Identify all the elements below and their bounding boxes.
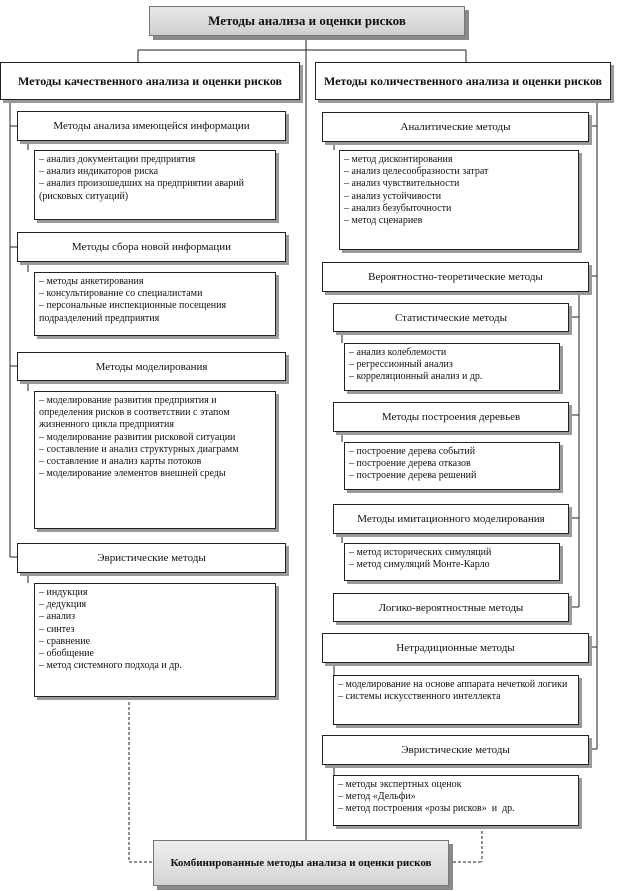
list-item: – обобщение — [39, 648, 94, 660]
list-item: – анализ колеблемости — [349, 347, 447, 358]
list-item: – сравнение — [39, 635, 91, 647]
list-item: – составление и анализ структурных диаграмм — [39, 443, 239, 455]
heuristic-methods-left-list — [34, 583, 276, 697]
list-item: – моделирование развития предприятия и определения рисков в соответствии с этапом жизненного цикла предприятия — [39, 395, 233, 431]
list-item: – анализ целесообразности затрат — [344, 166, 489, 178]
list-item: – метод системного подхода и др. — [39, 660, 182, 672]
list-item: – методы анкетирования — [39, 276, 144, 287]
list-item: – анализ — [39, 611, 76, 623]
list-item: – метод дисконтирования — [344, 154, 453, 165]
tree-building-methods-list — [344, 442, 560, 490]
new-info-collection-methods: Методы сбора новой информации — [17, 232, 286, 262]
list-item: – метод симуляций Монте-Карло — [349, 559, 490, 571]
new-info-collection-list — [34, 272, 276, 336]
list-item: – составление и анализ карты потоков — [39, 456, 202, 468]
list-item: – анализ произошедших на предприятии аварий (рисковых ситуаций) — [39, 178, 247, 202]
qualitative-methods-header: Методы качественного анализа и оценки рисков — [0, 62, 300, 100]
list-item: – синтез — [39, 623, 75, 635]
list-item: – метод «Дельфи» — [338, 791, 416, 803]
list-item: – корреляционный анализ и др. — [349, 371, 483, 383]
heuristic-methods-left: Эвристические методы — [17, 543, 286, 573]
heuristic-methods-right-list — [333, 775, 579, 826]
list-item: – консультирование со специалистами — [39, 288, 203, 300]
probabilistic-methods: Вероятностно-теоретические методы — [322, 262, 589, 292]
nontraditional-methods-list — [333, 675, 579, 725]
statistical-methods-list — [344, 343, 560, 391]
tree-building-methods: Методы построения деревьев — [333, 402, 569, 432]
logic-probabilistic-methods: Логико-вероятностные методы — [333, 593, 569, 622]
list-item: – моделирование элементов внешней среды — [39, 468, 226, 480]
list-item: – анализ индикаторов риска — [39, 166, 159, 178]
modeling-methods-list — [34, 391, 276, 529]
list-item: – построение дерева событий — [349, 446, 476, 457]
list-item: – анализ безубыточности — [344, 202, 452, 214]
list-item: – метод исторических симуляций — [349, 547, 492, 558]
analytic-methods: Аналитические методы — [322, 112, 589, 142]
list-item: – моделирование на основе аппарата нечеткой логики — [338, 679, 568, 690]
modeling-methods: Методы моделирования — [17, 352, 286, 381]
list-item: – системы искусственного интеллекта — [338, 691, 501, 703]
quantitative-methods-header: Методы количественного анализа и оценки рисков — [315, 62, 611, 100]
statistical-methods: Статистические методы — [333, 303, 569, 332]
simulation-methods-list — [344, 543, 560, 581]
existing-info-analysis-methods: Методы анализа имеющейся информации — [17, 111, 286, 141]
list-item: – анализ устойчивости — [344, 190, 442, 202]
list-item: – анализ документации предприятия — [39, 154, 196, 165]
list-item: – регрессионный анализ — [349, 359, 453, 371]
list-item: – моделирование развития рисковой ситуации — [39, 431, 236, 443]
list-item: – анализ чувствительности — [344, 178, 460, 190]
list-item: – дедукция — [39, 599, 87, 611]
list-item: – метод сценариев — [344, 215, 423, 227]
heuristic-methods-right: Эвристические методы — [322, 735, 589, 765]
nontraditional-methods: Нетрадиционные методы — [322, 633, 589, 663]
existing-info-analysis-list — [34, 150, 276, 220]
analytic-methods-list — [339, 150, 579, 250]
list-item: – индукция — [39, 587, 88, 598]
diagram-title: Методы анализа и оценки рисков — [149, 6, 465, 36]
list-item: – методы экспертных оценок — [338, 779, 462, 790]
list-item: – построение дерева решений — [349, 470, 477, 482]
simulation-methods: Методы имитационного моделирования — [333, 504, 569, 534]
list-item: – построение дерева отказов — [349, 458, 471, 470]
combined-methods-box: Комбинированные методы анализа и оценки рисков — [153, 840, 449, 886]
list-item: – персональные инспекционные посещения подразделений предприятия — [39, 300, 229, 324]
list-item: – метод построения «розы рисков» и др. — [338, 803, 515, 815]
